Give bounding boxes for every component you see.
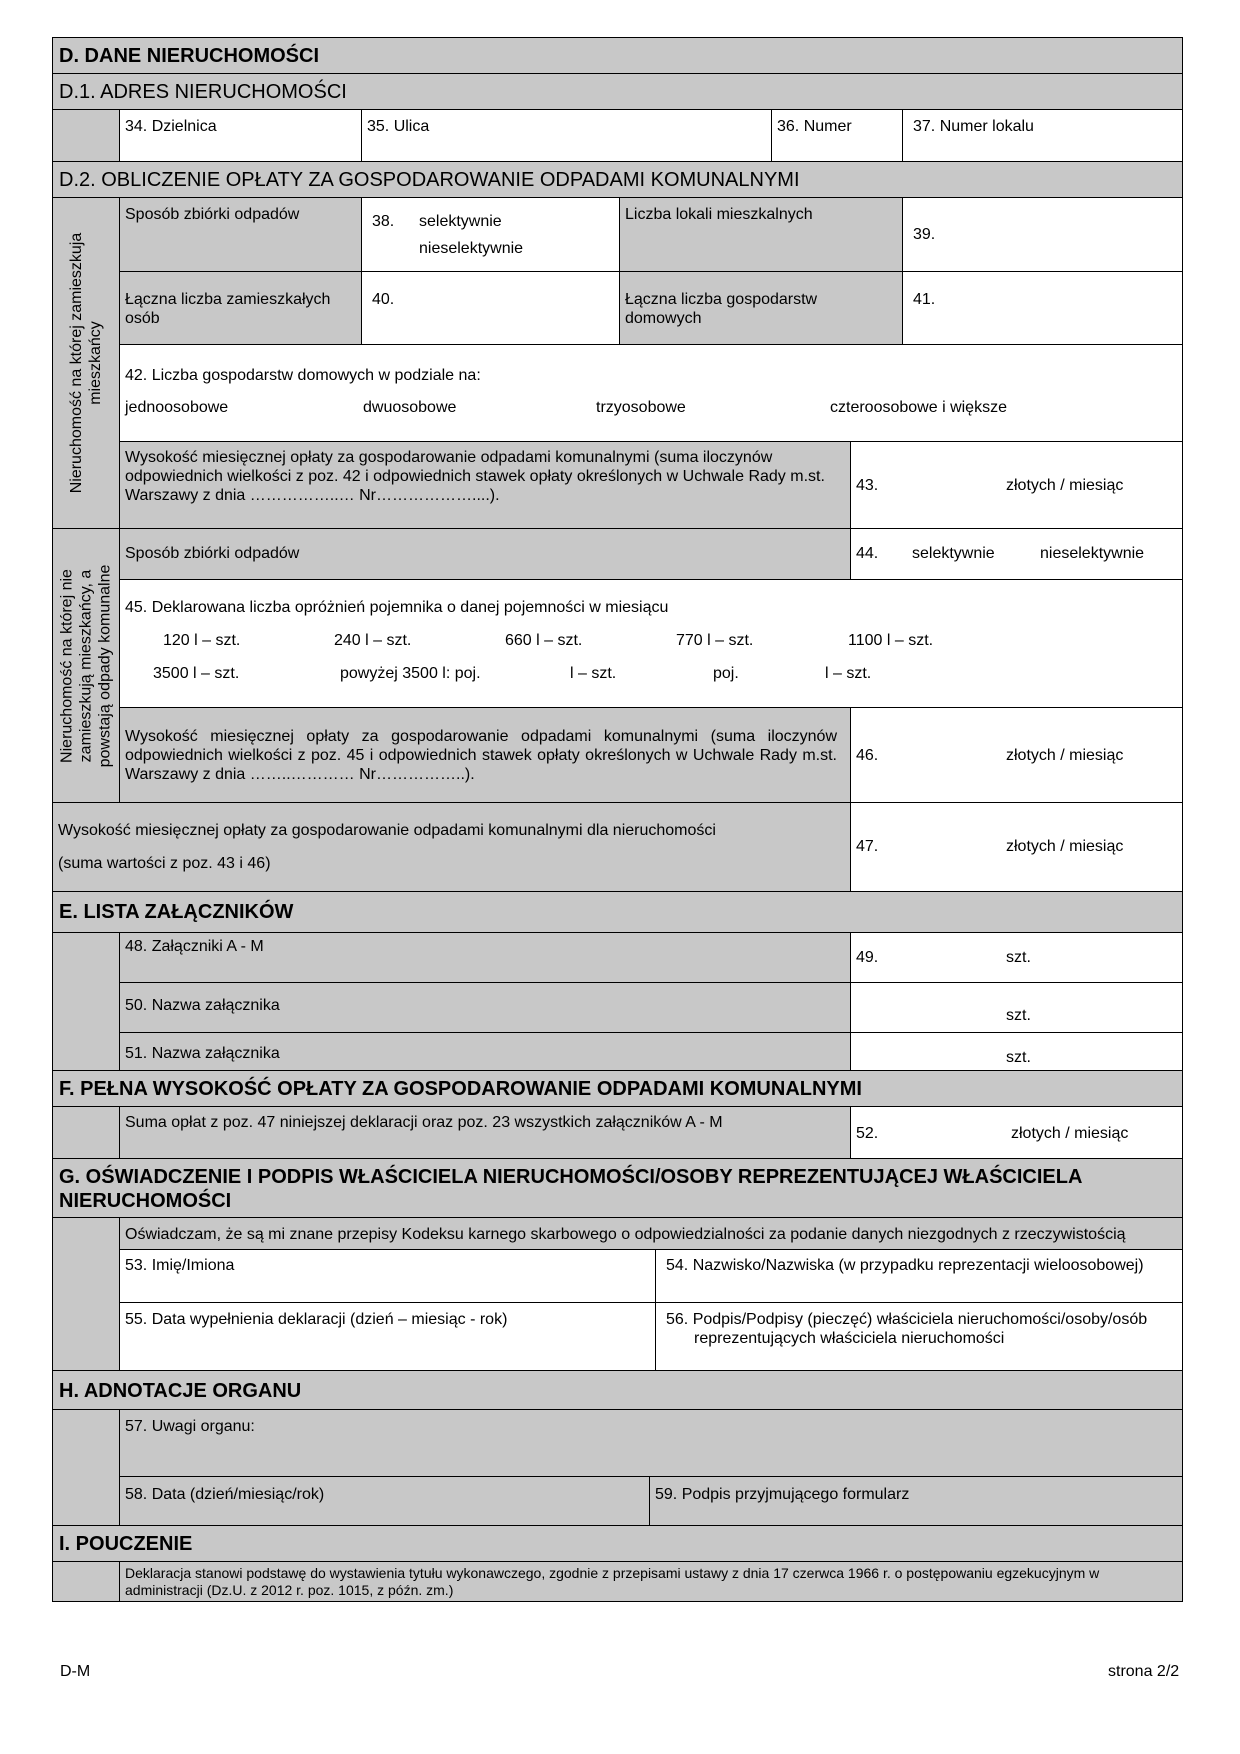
- container-above-3500-1-szt[interactable]: l – szt.: [570, 665, 617, 682]
- section-d2-title: D.2. OBLICZENIE OPŁATY ZA GOSPODAROWANIE ODPADAMI KOMUNALNYMI: [59, 169, 800, 191]
- gosp-czteroosobowe[interactable]: czteroosobowe i większe: [830, 399, 1007, 416]
- field-52-label: 52.: [856, 1125, 879, 1142]
- sposob2-label: Sposób zbiórki odpadów: [125, 545, 300, 562]
- field-42-label: 42. Liczba gospodarstw domowych w podziale na:: [125, 367, 481, 384]
- field-58: [119, 1476, 650, 1526]
- field-56[interactable]: [655, 1302, 1183, 1371]
- field-49-label: 49.: [856, 949, 879, 966]
- field-50-count[interactable]: [850, 982, 1183, 1033]
- container-120[interactable]: 120 l – szt.: [163, 632, 241, 649]
- field-46-unit: złotych / miesiąc: [1006, 747, 1124, 764]
- declaration-form: [52, 37, 1183, 1602]
- wys-47-label-a: Wysokość miesięcznej opłaty za gospodarowanie odpadami komunalnymi dla nieruchomości: [58, 822, 716, 839]
- field-46[interactable]: [850, 707, 1183, 803]
- option-selektywnie[interactable]: selektywnie: [419, 213, 502, 230]
- section-d-title: D. DANE NIERUCHOMOŚCI: [59, 45, 320, 67]
- field-54-label: 54. Nazwisko/Nazwiska (w przypadku reprezentacji wieloosobowej): [666, 1257, 1144, 1274]
- field-55[interactable]: [119, 1302, 656, 1371]
- field-45-label: 45. Deklarowana liczba opróżnień pojemnika o danej pojemności w miesiącu: [125, 599, 669, 616]
- side-label-nonresidential: [52, 528, 120, 803]
- field-59: [649, 1476, 1183, 1526]
- container-above-3500-2-szt[interactable]: l – szt.: [825, 665, 872, 682]
- option-nieselektywnie[interactable]: nieselektywnie: [419, 240, 524, 257]
- field-37-label: 37. Numer lokalu: [913, 118, 1034, 135]
- field-44-cell: [850, 528, 1183, 580]
- sposob-zbiorki-label: Sposób zbiórki odpadów: [125, 206, 300, 223]
- field-44-label: 44.: [856, 545, 879, 562]
- side-spacer-i: [52, 1561, 120, 1602]
- field-56-label-b: reprezentujących właściciela nieruchomości: [694, 1330, 1005, 1347]
- field-49[interactable]: [850, 932, 1183, 983]
- laczna-osob-label-cell: [119, 271, 362, 345]
- section-g-header: [52, 1158, 1183, 1218]
- field-40-label: 40.: [372, 291, 395, 308]
- laczna-osob-label: Łączna liczba zamieszkałych osób: [125, 291, 331, 327]
- side-spacer-d1: [52, 109, 120, 162]
- section-i-title: I. POUCZENIE: [59, 1533, 193, 1555]
- field-54[interactable]: [655, 1249, 1183, 1303]
- field-39[interactable]: [902, 197, 1183, 272]
- side-label-nonresidential-text: Nieruchomość na której nie zamieszkują mieszkańcy, a powstają odpady komunalne: [58, 564, 114, 767]
- field-57-label: 57. Uwagi organu:: [125, 1418, 255, 1435]
- field-56-label-a: 56. Podpis/Podpisy (pieczęć) właściciela nieruchomości/osoby/osób: [666, 1311, 1148, 1328]
- section-e-header: [52, 891, 1183, 933]
- footer-form-code: D-M: [60, 1663, 91, 1680]
- section-e-title: E. LISTA ZAŁĄCZNIKÓW: [59, 901, 294, 923]
- container-3500[interactable]: 3500 l – szt.: [153, 665, 240, 682]
- suma-label: Suma opłat z poz. 47 niniejszej deklaracji oraz poz. 23 wszystkich załączników A - M: [125, 1114, 723, 1131]
- field-34-label: 34. Dzielnica: [125, 118, 217, 135]
- field-53[interactable]: [119, 1249, 656, 1303]
- field-35-label: 35. Ulica: [367, 118, 430, 135]
- field-40[interactable]: [361, 271, 620, 345]
- field-41[interactable]: [902, 271, 1183, 345]
- field-36-label: 36. Numer: [777, 118, 852, 135]
- field-46-label: 46.: [856, 747, 879, 764]
- sposob-zbiorki-label-cell: [119, 197, 362, 272]
- field-59-label: 59. Podpis przyjmującego formularz: [655, 1486, 910, 1503]
- field-48-label: 48. Załączniki A - M: [125, 938, 264, 955]
- gosp-jednoosobowe[interactable]: jednoosobowe: [125, 399, 229, 416]
- wys-47-label-b: (suma wartości z poz. 43 i 46): [58, 855, 271, 872]
- section-h-title: H. ADNOTACJE ORGANU: [59, 1380, 302, 1402]
- oswiadczam-cell: [119, 1217, 1183, 1250]
- liczba-lokali-label: Liczba lokali mieszkalnych: [625, 206, 813, 223]
- side-spacer-h: [52, 1409, 120, 1526]
- field-57: [119, 1409, 1183, 1477]
- section-f-header: [52, 1070, 1183, 1107]
- oswiadczam-text: Oświadczam, że są mi znane przepisy Kodeksu karnego skarbowego o odpowiedzialności za podanie danych niezgodnych z rzeczywistością: [125, 1226, 1126, 1243]
- side-label-residential-text: Nieruchomość na której zamieszkuja mieszkańcy: [68, 232, 104, 494]
- sposob2-label-cell: [119, 528, 851, 580]
- field-42-cell: [119, 344, 1183, 442]
- section-g-title: G. OŚWIADCZENIE I PODPIS WŁAŚCICIELA NIERUCHOMOŚCI/OSOBY REPREZENTUJĄCEJ WŁAŚCICIELA NIERUCHOMOŚCI: [59, 1166, 1082, 1212]
- container-660[interactable]: 660 l – szt.: [505, 632, 583, 649]
- section-d1-header: [52, 73, 1183, 110]
- gosp-trzyosobowe[interactable]: trzyosobowe: [596, 399, 686, 416]
- laczna-gosp-label: Łączna liczba gospodarstw domowych: [625, 291, 818, 327]
- pouczenie-cell: [119, 1561, 1183, 1602]
- field-37-numer-lokalu[interactable]: [902, 109, 1183, 162]
- container-above-3500-2[interactable]: poj.: [713, 665, 739, 682]
- wys-43-label: Wysokość miesięcznej opłaty za gospodarowanie odpadami komunalnymi (suma iloczynów odpowiednich wielkości z poz. 42 i odpowiednich stawek opłaty określonych w Uchwale Rady m.st. Warszawy z dnia ……………..… Nr………………....).: [125, 449, 825, 504]
- pouczenie-text: Deklaracja stanowi podstawę do wystawienia tytułu wykonawczego, zgodnie z przepisami ustawy z dnia 17 czerwca 1966 r. o postępowaniu egzekucyjnym w administracji (Dz.U. z 2012 r. poz. 1015, z późn. zm.): [125, 1565, 1100, 1598]
- wys-46-label-cell: [119, 707, 851, 803]
- field-38-cell: [361, 197, 620, 272]
- field-47[interactable]: [850, 802, 1183, 892]
- wys-47-label-cell: [52, 802, 851, 892]
- container-240[interactable]: 240 l – szt.: [334, 632, 412, 649]
- laczna-gosp-label-cell: [619, 271, 903, 345]
- section-h-header: [52, 1370, 1183, 1410]
- container-770[interactable]: 770 l – szt.: [676, 632, 754, 649]
- gosp-dwuosobowe[interactable]: dwuosobowe: [363, 399, 457, 416]
- field-47-unit: złotych / miesiąc: [1006, 838, 1124, 855]
- field-35-ulica[interactable]: [361, 109, 772, 162]
- container-1100[interactable]: 1100 l – szt.: [848, 632, 934, 649]
- option-44-selektywnie[interactable]: selektywnie: [912, 545, 995, 562]
- field-52[interactable]: [850, 1106, 1183, 1159]
- field-43-unit: złotych / miesiąc: [1006, 477, 1124, 494]
- section-d2-header: [52, 161, 1183, 198]
- option-44-nieselektywnie[interactable]: nieselektywnie: [1040, 545, 1145, 562]
- field-55-label: 55. Data wypełnienia deklaracji (dzień – miesiąc - rok): [125, 1311, 508, 1328]
- field-38-label: 38.: [372, 213, 395, 230]
- field-50-cell: [119, 982, 851, 1033]
- side-label-residential: [52, 197, 120, 529]
- field-47-label: 47.: [856, 838, 879, 855]
- section-i-header: [52, 1525, 1183, 1562]
- section-d-header: [52, 37, 1183, 74]
- field-43-label: 43.: [856, 477, 879, 494]
- field-52-unit: złotych / miesiąc: [1011, 1125, 1129, 1142]
- field-36-numer[interactable]: [771, 109, 903, 162]
- field-34-dzielnica[interactable]: [119, 109, 362, 162]
- field-53-label: 53. Imię/Imiona: [125, 1257, 235, 1274]
- field-45-cell: [119, 579, 1183, 708]
- suma-label-cell: [119, 1106, 851, 1159]
- field-39-label: 39.: [913, 226, 936, 243]
- field-58-label: 58. Data (dzień/miesiąc/rok): [125, 1486, 325, 1503]
- field-49-unit: szt.: [1006, 949, 1031, 966]
- field-50-label: 50. Nazwa załącznika: [125, 997, 280, 1014]
- container-above-3500-1[interactable]: powyżej 3500 l: poj.: [340, 665, 481, 682]
- side-spacer-g: [52, 1217, 120, 1371]
- field-41-label: 41.: [913, 291, 936, 308]
- section-f-title: F. PEŁNA WYSOKOŚĆ OPŁATY ZA GOSPODAROWANIE ODPADAMI KOMUNALNYMI: [59, 1078, 862, 1100]
- field-48-cell: [119, 932, 851, 983]
- side-spacer-f: [52, 1106, 120, 1159]
- liczba-lokali-label-cell: [619, 197, 903, 272]
- field-51-unit: szt.: [1006, 1049, 1031, 1066]
- field-43[interactable]: [850, 441, 1183, 529]
- section-d1-title: D.1. ADRES NIERUCHOMOŚCI: [59, 81, 347, 103]
- footer-page-number: strona 2/2: [1108, 1663, 1180, 1680]
- field-50-unit: szt.: [1006, 1007, 1031, 1024]
- wys-43-label-cell: [119, 441, 851, 529]
- wys-46-label: Wysokość miesięcznej opłaty za gospodarowanie odpadami komunalnymi (suma iloczynów odpowiednich wielkości z poz. 45 i odpowiednich stawek opłaty określonych w Uchwale Rady m.st. Warszawy z dnia ……..………… Nr……………..).: [125, 728, 837, 783]
- field-51-label: 51. Nazwa załącznika: [125, 1045, 280, 1062]
